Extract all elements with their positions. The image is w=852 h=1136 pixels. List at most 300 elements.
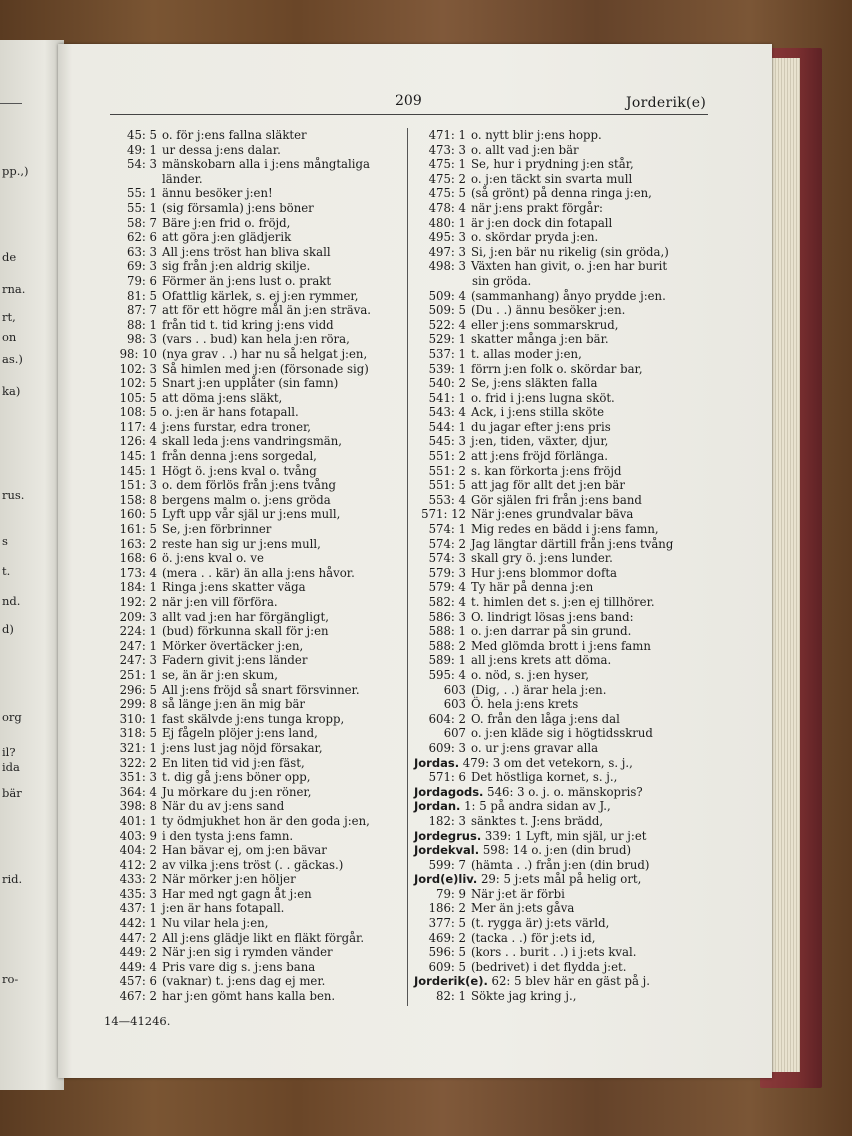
concordance-line (414, 157, 710, 172)
concordance-line (104, 829, 402, 844)
signature-mark: 14—41246. (104, 1014, 171, 1028)
hymn-reference: 310: 1 (119, 711, 157, 726)
concordance-line (104, 245, 402, 260)
concordance-line (104, 901, 402, 916)
concordance-line (104, 420, 402, 435)
concordance-line (414, 245, 710, 260)
concordance-line (104, 683, 402, 698)
hymn-reference: 79: 6 (127, 273, 157, 288)
entry-text: ö. j:ens kval o. ve (162, 551, 264, 566)
hymn-reference: 475: 2 (428, 171, 466, 186)
hymn-reference: 522: 4 (428, 317, 466, 332)
hymn-reference: 192: 2 (119, 595, 157, 609)
right-column (414, 128, 710, 1004)
left-page-text: s (2, 534, 8, 548)
hymn-reference: 553: 4 (428, 492, 466, 507)
hymn-reference: 467: 2 (119, 989, 157, 1004)
left-page-text: rid. (2, 872, 23, 886)
left-column (104, 128, 402, 1004)
entry-text: Ej fågeln plöjer j:ens land, (162, 726, 318, 741)
concordance-line (104, 259, 402, 274)
entry-text: ty ödmjukhet hon är den goda j:en, (162, 813, 370, 828)
hymn-reference: 588: 1 (428, 624, 466, 639)
concordance-line (414, 683, 710, 698)
hymn-reference: 145: 1 (119, 449, 157, 464)
concordance-line (104, 785, 402, 800)
hymn-reference: 102: 3 (119, 361, 157, 376)
hymn-reference: 574: 1 (428, 522, 466, 537)
headword-entry (414, 843, 710, 858)
hymn-reference: 186: 2 (428, 901, 466, 916)
entry-text: När du av j:ens sand (162, 799, 285, 814)
hymn-reference: 603 (443, 682, 466, 697)
hymn-reference: 82: 1 (436, 989, 466, 1004)
concordance-line (414, 814, 710, 829)
concordance-line (104, 362, 402, 377)
entry-text: Ö. hela j:ens krets (471, 697, 579, 712)
concordance-line (104, 858, 402, 873)
entry-text: Si, j:en bär nu rikelig (sin gröda,) (471, 244, 669, 259)
hymn-reference: 182: 3 (428, 813, 466, 828)
concordance-line (104, 332, 402, 347)
hymn-reference: 437: 1 (119, 901, 157, 916)
headword: Jordas. (414, 755, 460, 770)
hymn-reference: 55: 1 (127, 200, 157, 215)
hymn-reference: 579: 4 (428, 580, 466, 595)
entry-text: Så himlen med j:en (försonade sig) (162, 361, 369, 376)
entry-text: mänskobarn alla i j:ens mångtaliga (162, 157, 370, 172)
hymn-reference: 495: 3 (428, 230, 466, 245)
entry-text: 598: 14 o. j:en (din brud) (482, 843, 632, 858)
concordance-line (104, 989, 402, 1004)
hymn-reference: 98: 10 (119, 346, 157, 361)
concordance-line (104, 318, 402, 333)
hymn-reference: 87: 7 (127, 303, 157, 318)
concordance-line (104, 434, 402, 449)
headword-entry (414, 799, 710, 814)
hymn-reference: 478: 4 (428, 200, 466, 215)
concordance-line (414, 405, 710, 420)
hymn-reference: 571: 12 (421, 507, 466, 522)
hymn-reference: 173: 4 (119, 565, 157, 580)
concordance-line (414, 420, 710, 435)
hymn-reference: 209: 3 (119, 609, 157, 624)
concordance-line (414, 143, 710, 158)
concordance-line (414, 551, 710, 566)
entry-text: Med glömda brott i j:ens famn (471, 638, 651, 653)
hymn-reference: 607 (443, 726, 466, 741)
hymn-reference: 539: 1 (428, 361, 466, 376)
entry-text: o. j:en kläde sig i högtidsskrud (471, 726, 653, 741)
left-page-text: rus. (2, 488, 25, 502)
headword: Jordagods. (414, 784, 484, 799)
entry-text: så länge j:en än mig bär (162, 697, 306, 712)
concordance-line (104, 916, 402, 931)
entry-text: o. j:en darrar på sin grund. (471, 624, 632, 639)
hymn-reference: 224: 1 (119, 624, 157, 639)
concordance-line (104, 216, 402, 231)
concordance-line (104, 405, 402, 420)
concordance-line (104, 157, 402, 172)
concordance-line (414, 770, 710, 785)
concordance-line (414, 639, 710, 654)
entry-text: (bedrivet) i det flydda j:et. (471, 959, 627, 974)
hymn-reference: 404: 2 (119, 843, 157, 858)
entry-text: Fadern givit j:ens länder (162, 653, 308, 668)
concordance-line (104, 580, 402, 595)
concordance-line (414, 653, 710, 668)
entry-text: Ty här på denna j:en (471, 580, 594, 595)
entry-text: o. allt vad j:en bär (471, 142, 579, 157)
hymn-reference: 160: 5 (119, 507, 157, 522)
hymn-reference: 364: 4 (119, 784, 157, 799)
hymn-reference: 102: 5 (119, 376, 157, 391)
concordance-line (104, 887, 402, 902)
hymn-reference: 449: 4 (119, 959, 157, 974)
entry-text: reste han sig ur j:ens mull, (162, 536, 321, 551)
entry-text: Nu vilar hela j:en, (162, 916, 269, 931)
concordance-line (414, 580, 710, 595)
entry-text: Högt ö. j:ens kval o. tvång (162, 463, 317, 478)
concordance-line (104, 522, 402, 537)
hymn-reference: 351: 3 (119, 770, 157, 785)
left-page-rule (0, 103, 22, 104)
hymn-reference: 574: 3 (428, 551, 466, 566)
hymn-reference: 588: 2 (428, 638, 466, 653)
hymn-reference: 480: 1 (428, 215, 466, 230)
headword-entry (414, 829, 710, 844)
concordance-line (414, 201, 710, 216)
concordance-line (414, 624, 710, 639)
entry-text: s. kan förkorta j:ens fröjd (471, 463, 622, 478)
entry-text: när j:ens prakt förgår: (471, 200, 603, 215)
entry-text: ännu besöker j:en! (162, 186, 273, 201)
left-page-text: il? (2, 745, 16, 759)
hymn-reference: 433: 2 (119, 872, 157, 887)
hymn-reference: 509: 5 (428, 303, 466, 318)
concordance-line (104, 595, 402, 610)
hymn-reference: 596: 5 (428, 945, 466, 960)
headword: Jordekval. (414, 843, 480, 858)
hymn-reference: 403: 9 (119, 828, 157, 843)
entry-text: Förmer än j:ens lust o. prakt (162, 273, 332, 288)
entry-text: Hur j:ens blommor dofta (471, 565, 618, 580)
entry-text: O. från den låga j:ens dal (471, 711, 620, 726)
left-page-text: rna. (2, 282, 26, 296)
entry-text: av vilka j:ens tröst (. . gäckas.) (162, 857, 344, 872)
entry-continuation: sin gröda. (472, 273, 532, 288)
concordance-line (104, 814, 402, 829)
entry-text: Jag längtar därtill från j:ens tvång (471, 536, 674, 551)
hymn-reference: 571: 6 (428, 770, 466, 785)
entry-text: All j:ens glädje likt en fläkt förgår. (162, 930, 365, 945)
entry-text: (Du . .) ännu besöker j:en. (471, 303, 626, 318)
hymn-reference: 117: 4 (119, 419, 157, 434)
concordance-line (104, 756, 402, 771)
entry-text: o. dem förlös från j:ens tvång (162, 478, 337, 493)
concordance-line (104, 449, 402, 464)
concordance-line (414, 172, 710, 187)
hymn-reference: 79: 9 (436, 886, 466, 901)
concordance-line (414, 566, 710, 581)
entry-text: o. nytt blir j:ens hopp. (471, 128, 602, 142)
concordance-line (104, 347, 402, 362)
concordance-line (414, 493, 710, 508)
concordance-line (104, 770, 402, 785)
concordance-line (414, 507, 710, 522)
left-page-text: t. (2, 564, 11, 578)
concordance-line (414, 726, 710, 741)
hymn-reference: 544: 1 (428, 419, 466, 434)
concordance-line (104, 741, 402, 756)
hymn-reference: 537: 1 (428, 346, 466, 361)
concordance-line (414, 289, 710, 304)
hymn-reference: 469: 2 (428, 930, 466, 945)
concordance-line (104, 464, 402, 479)
left-page-text: ida (2, 760, 20, 774)
concordance-line (414, 347, 710, 362)
concordance-line (104, 186, 402, 201)
entry-text: o. frid i j:ens lugna sköt. (471, 390, 615, 405)
entry-text: (vars . . bud) kan hela j:en röra, (162, 332, 350, 347)
hymn-reference: 529: 1 (428, 332, 466, 347)
headword: Jord(e)liv. (414, 872, 478, 887)
entry-text: t. allas moder j:en, (471, 346, 582, 361)
hymn-reference: 161: 5 (119, 522, 157, 537)
hymn-reference: 63: 3 (127, 244, 157, 259)
entry-text: (sammanhang) ånyo prydde j:en. (471, 288, 666, 303)
entry-text: se, än är j:en skum, (162, 667, 278, 682)
concordance-line (104, 566, 402, 581)
entry-text: j:ens furstar, edra troner, (162, 419, 312, 434)
headword: Jordegrus. (414, 828, 482, 843)
entry-text: att jag för allt det j:en bär (471, 478, 625, 493)
concordance-line (104, 128, 402, 143)
entry-text: skall leda j:ens vandringsmän, (162, 434, 342, 449)
entry-text: sig från j:en aldrig skilje. (162, 259, 311, 274)
hymn-reference: 449: 2 (119, 945, 157, 960)
hymn-reference: 321: 1 (119, 740, 157, 755)
headword: Jorderik(e). (414, 974, 488, 989)
concordance-line (414, 960, 710, 975)
headword-entry (414, 756, 710, 771)
entry-text: 1: 5 på andra sidan av J., (464, 799, 611, 814)
entry-text: Mer än j:ets gåva (471, 901, 575, 916)
concordance-line (414, 186, 710, 201)
entry-text: allt vad j:en har förgängligt, (162, 609, 329, 624)
entry-text: o. j:en är hans fotapall. (162, 405, 299, 420)
entry-text: Snart j:en upplåter (sin famn) (162, 376, 339, 391)
entry-text: o. skördar pryda j:en. (471, 230, 599, 245)
hymn-reference: 251: 1 (119, 667, 157, 682)
concordance-line (414, 668, 710, 683)
entry-text: Ringa j:ens skatter väga (162, 580, 306, 595)
hymn-reference: 545: 3 (428, 434, 466, 449)
entry-text: o. för j:ens fallna släkter (162, 128, 307, 142)
hymn-reference: 62: 6 (127, 230, 157, 245)
hymn-reference: 168: 6 (119, 551, 157, 566)
concordance-line (104, 697, 402, 712)
hymn-reference: 55: 1 (127, 186, 157, 201)
page-number: 209 (395, 93, 422, 109)
concordance-line (104, 230, 402, 245)
left-page-text: on (2, 330, 17, 344)
headword-entry (414, 974, 710, 989)
entry-text: all j:ens krets att döma. (471, 653, 612, 668)
concordance-line (104, 624, 402, 639)
hymn-reference: 151: 3 (119, 478, 157, 493)
hymn-reference: 551: 5 (428, 478, 466, 493)
entry-text: (Dig, . .) ärar hela j:en. (471, 682, 607, 697)
concordance-line (414, 595, 710, 610)
entry-text: Se, hur i prydning j:en står, (471, 157, 634, 172)
hymn-reference: 184: 1 (119, 580, 157, 595)
entry-text: du jagar efter j:ens pris (471, 419, 611, 434)
entry-text: När mörker j:en höljer (162, 872, 296, 887)
entry-text: Se, j:en förbrinner (162, 522, 272, 537)
hymn-reference: 69: 3 (127, 259, 157, 274)
hymn-reference: 475: 1 (428, 157, 466, 172)
entry-text: i den tysta j:ens famn. (162, 828, 294, 843)
headword: Jordan. (414, 799, 461, 814)
hymn-reference: 579: 3 (428, 565, 466, 580)
entry-text: Sökte jag kring j., (471, 989, 577, 1004)
concordance-line (104, 537, 402, 552)
concordance-line (104, 639, 402, 654)
hymn-reference: 398: 8 (119, 799, 157, 814)
entry-text: skatter många j:en bär. (471, 332, 609, 347)
hymn-reference: 412: 2 (119, 857, 157, 872)
entry-text: (hämta . .) från j:en (din brud) (471, 857, 650, 872)
hymn-reference: 435: 3 (119, 886, 157, 901)
entry-text: t. dig gå j:ens böner opp, (162, 770, 311, 785)
headword-entry (414, 872, 710, 887)
entry-text: När j:enes grundvalar bäva (471, 507, 634, 522)
entry-text: j:ens lust jag nöjd försakar, (162, 740, 323, 755)
entry-text: från tid t. tid kring j:ens vidd (162, 317, 334, 332)
hymn-reference: 322: 2 (119, 755, 157, 770)
concordance-line (414, 391, 710, 406)
concordance-line (414, 858, 710, 873)
left-page-text: as.) (2, 352, 23, 366)
entry-text: (sig församla) j:ens böner (162, 200, 314, 215)
entry-text: Det höstliga kornet, s. j., (471, 770, 618, 785)
entry-text: När j:et är förbi (471, 886, 565, 901)
concordance-line (414, 610, 710, 625)
hymn-reference: 45: 5 (127, 128, 157, 142)
entry-text: O. lindrigt lösas j:ens band: (471, 609, 634, 624)
entry-text: Se, j:ens släkten falla (471, 376, 598, 391)
left-page-text: d) (2, 622, 14, 636)
concordance-line (104, 478, 402, 493)
concordance-line (104, 201, 402, 216)
headword-entry (414, 785, 710, 800)
concordance-line (414, 464, 710, 479)
entry-text: 479: 3 om det vetekorn, s. j., (462, 755, 633, 770)
entry-text: o. ur j:ens gravar alla (471, 740, 599, 755)
concordance-line (104, 931, 402, 946)
concordance-line (104, 960, 402, 975)
concordance-line (414, 697, 710, 712)
hymn-reference: 574: 2 (428, 536, 466, 551)
running-head: Jorderik(e) (626, 95, 707, 111)
concordance-line (104, 712, 402, 727)
hymn-reference: 582: 4 (428, 595, 466, 609)
concordance-line (414, 259, 710, 274)
entry-text: o. j:en täckt sin svarta mull (471, 171, 633, 186)
concordance-line (414, 128, 710, 143)
entry-text: Pris vare dig s. j:ens bana (162, 959, 316, 974)
hymn-reference: 551: 2 (428, 463, 466, 478)
concordance-line (104, 551, 402, 566)
hymn-reference: 377: 5 (428, 916, 466, 931)
entry-text: All j:ens fröjd så snart försvinner. (162, 682, 360, 697)
entry-text: skall gry ö. j:ens lunder. (471, 551, 613, 566)
hymn-reference: 247: 1 (119, 638, 157, 653)
hymn-reference: 475: 5 (428, 186, 466, 201)
entry-text: (vaknar) t. j:ens dag ej mer. (162, 974, 326, 989)
concordance-line (104, 945, 402, 960)
entry-text: fast skälvde j:ens tunga kropp, (162, 711, 345, 726)
entry-text: Har med ngt gagn åt j:en (162, 886, 312, 901)
left-page-text: bär (2, 786, 22, 800)
entry-text: att döma j:ens släkt, (162, 390, 283, 405)
hymn-reference: 586: 3 (428, 609, 466, 624)
hymn-reference: 296: 5 (119, 682, 157, 697)
concordance-line (414, 887, 710, 902)
left-page-fragment (0, 40, 64, 1090)
concordance-line (414, 522, 710, 537)
entry-text: Ack, i j:ens stilla sköte (471, 405, 604, 420)
hymn-reference: 509: 4 (428, 288, 466, 303)
hymn-reference: 603 (443, 697, 466, 712)
hymn-reference: 442: 1 (119, 916, 157, 931)
entry-text: att göra j:en glädjerik (162, 230, 292, 245)
concordance-line (104, 668, 402, 683)
concordance-line (414, 916, 710, 931)
entry-text: Mig redes en bädd i j:ens famn, (471, 522, 659, 537)
hymn-reference: 158: 8 (119, 492, 157, 507)
hymn-reference: 145: 1 (119, 463, 157, 478)
concordance-line (414, 332, 710, 347)
concordance-line (104, 507, 402, 522)
entry-text: Bäre j:en frid o. fröjd, (162, 215, 291, 230)
hymn-reference: 473: 3 (428, 142, 466, 157)
entry-text: t. himlen det s. j:en ej tillhörer. (471, 595, 655, 609)
entry-text: när j:en vill förföra. (162, 595, 278, 609)
entry-text: 29: 5 j:ets mål på helig ort, (480, 872, 642, 887)
column-divider (407, 128, 408, 1006)
hymn-reference: 163: 2 (119, 536, 157, 551)
hymn-reference: 81: 5 (127, 288, 157, 303)
left-page-text: ro- (2, 972, 19, 986)
entry-text: (mera . . kär) än alla j:ens håvor. (162, 565, 355, 580)
hymn-reference: 126: 4 (119, 434, 157, 449)
hymn-reference: 541: 1 (428, 390, 466, 405)
hymn-reference: 609: 5 (428, 959, 466, 974)
concordance-line (414, 478, 710, 493)
concordance-line (104, 799, 402, 814)
entry-text: Ofattlig kärlek, s. ej j:en rymmer, (162, 288, 359, 303)
concordance-line (104, 610, 402, 625)
entry-text: Lyft upp vår själ ur j:ens mull, (162, 507, 341, 522)
entry-text: (kors . . burit . .) i j:ets kval. (471, 945, 637, 960)
left-page-text: ka) (2, 384, 21, 398)
concordance-line (414, 230, 710, 245)
hymn-reference: 540: 2 (428, 376, 466, 391)
entry-text: (bud) förkunna skall för j:en (162, 624, 329, 639)
concordance-line (104, 376, 402, 391)
